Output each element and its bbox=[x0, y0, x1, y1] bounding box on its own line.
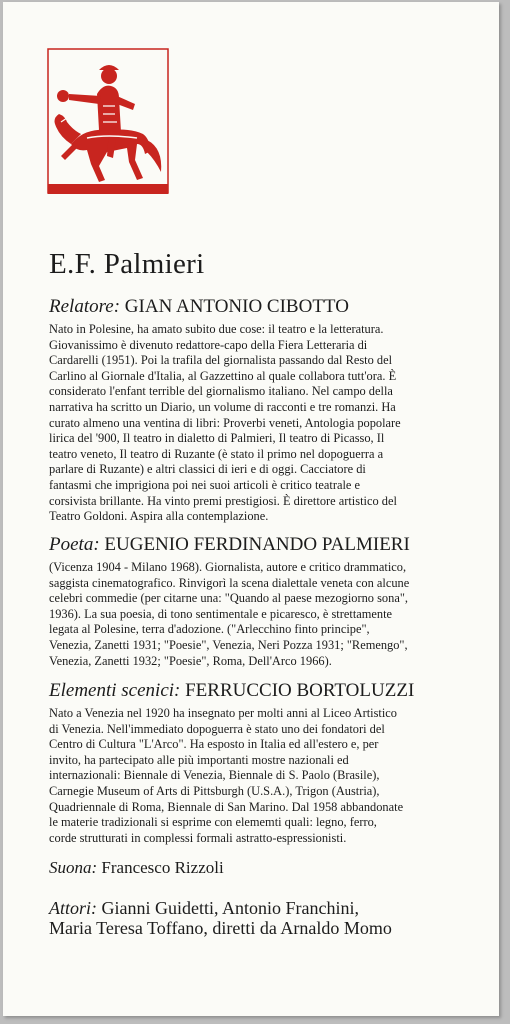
section-heading bbox=[49, 898, 479, 918]
bio-line: Nato in Polesine, ha amato subito due cose: il teatro e la letteratura. bbox=[49, 322, 384, 336]
horseman-emblem-icon bbox=[47, 48, 169, 196]
section-suona bbox=[49, 857, 479, 879]
cast-line: Maria Teresa Toffano, diretti da Arnaldo Momo bbox=[49, 918, 392, 938]
bio-line: teatro veneto, Il teatro di Ruzante (è stato il primo nel dopoguerra a bbox=[49, 446, 384, 461]
role-label: Elementi scenici: bbox=[49, 680, 181, 701]
bio-line: corde strutturati in complessi formali astratto-espressionisti. bbox=[49, 830, 347, 845]
bio-line: lirica del '900, Il teatro in dialetto di Palmieri, Il teatro di Picasso, Il bbox=[49, 431, 385, 446]
role-label: Attori: bbox=[49, 898, 97, 918]
bio-line: di Venezia. Nell'immediato dopoguerra è stato uno dei fondatori del bbox=[49, 721, 385, 736]
bio-line: corsivista brillante. Ha vinto premi prestigiosi. È direttore artistico del bbox=[49, 493, 397, 508]
bio-line: Venezia, Zanetti 1931; "Poesie", Venezia, Neri Pozza 1931; "Remengo", bbox=[49, 637, 408, 652]
bio-line: Nato a Venezia nel 1920 ha insegnato per molti anni al Liceo Artistico bbox=[49, 706, 397, 720]
bio-line: legata al Polesine, terra d'adozione. ("Arlecchino finto principe", bbox=[49, 622, 370, 637]
bio-line: Centro di Cultura "L'Arco". Ha esposto in Italia ed all'estero e, per bbox=[49, 737, 379, 752]
bio-text bbox=[49, 560, 479, 669]
person-name: Francesco Rizzoli bbox=[101, 858, 224, 877]
bio-line: curato almeno una ventina di libri: Proverbi veneti, Antologia popolare bbox=[49, 415, 401, 430]
program-sheet bbox=[3, 2, 499, 1016]
section-heading bbox=[49, 534, 479, 556]
bio-text bbox=[49, 706, 479, 846]
bio-line: 1936). La sua poesia, di tono sentimentale e picaresco, è strettamente bbox=[49, 606, 393, 621]
bio-line: (Vicenza 1904 - Milano 1968). Giornalista, autore e critico drammatico, bbox=[49, 560, 407, 574]
bio-line: narrativa ha scritto un Diario, un volume di racconti e tre romanzi. Ha bbox=[49, 399, 396, 414]
bio-line: considerato l'enfant terrible del giornalismo italiano. Nel campo della bbox=[49, 384, 393, 399]
section-heading bbox=[49, 296, 479, 318]
bio-text bbox=[49, 322, 479, 525]
role-label: Relatore: bbox=[49, 296, 121, 317]
bio-line: le materie tradizionali si esprime con elememti quali: legno, ferro, bbox=[49, 815, 377, 830]
bio-line: celebri commedie (per citarne una: "Quando al paese mezogiorno sona", bbox=[49, 591, 408, 606]
bio-line: Venezia, Zanetti 1932; "Poesie", Roma, Dell'Arco 1966). bbox=[49, 653, 332, 668]
person-name: FERRUCCIO BORTOLUZZI bbox=[185, 680, 415, 701]
section-heading bbox=[49, 857, 479, 879]
bio-line: Teatro Goldoni. Aspira alla contemplazione. bbox=[49, 509, 269, 524]
bio-line: internazionali: Biennale di Venezia, Biennale di S. Paolo (Brasile), bbox=[49, 768, 380, 783]
section-relatore bbox=[49, 296, 479, 525]
bio-line: invito, ha partecipato alle più importanti mostre nazionali ed bbox=[49, 752, 349, 767]
bio-line: parlare di Ruzante) e altri classici di ieri e di oggi. Cacciatore di bbox=[49, 462, 366, 477]
bio-line: Carnegie Museum of Arts di Pittsburgh (U.S.A.), Trigon (Austria), bbox=[49, 783, 380, 798]
cast-line: Gianni Guidetti, Antonio Franchini, bbox=[101, 898, 359, 918]
person-name: EUGENIO FERDINANDO PALMIERI bbox=[104, 534, 410, 555]
role-label: Suona: bbox=[49, 858, 98, 877]
bio-line: Giovanissimo è divenuto redattore-capo della Fiera Letteraria di bbox=[49, 337, 368, 352]
bio-line: Carlino al Giornale d'Italia, al Gazzettino al quale collabora tutt'ora. È bbox=[49, 368, 397, 383]
section-heading bbox=[49, 680, 479, 702]
section-elementi-scenici bbox=[49, 680, 479, 846]
bio-line: fantasmi che imprigiona poi nei suoi articoli è critico teatrale e bbox=[49, 477, 361, 492]
section-attori bbox=[49, 898, 479, 938]
bio-line: Cardarelli (1951). Poi la trafila del giornalista passando dal Resto del bbox=[49, 353, 393, 368]
bio-line: Quadriennale di Roma, Biennale di San Marino. Dal 1958 abbandonate bbox=[49, 799, 404, 814]
section-poeta bbox=[49, 534, 479, 669]
bio-line: saggista cinematografico. Rinvigorì la scena dialettale veneta con alcune bbox=[49, 575, 410, 590]
page-title: E.F. Palmieri bbox=[49, 248, 205, 280]
person-name: GIAN ANTONIO CIBOTTO bbox=[124, 296, 349, 317]
role-label: Poeta: bbox=[49, 534, 100, 555]
